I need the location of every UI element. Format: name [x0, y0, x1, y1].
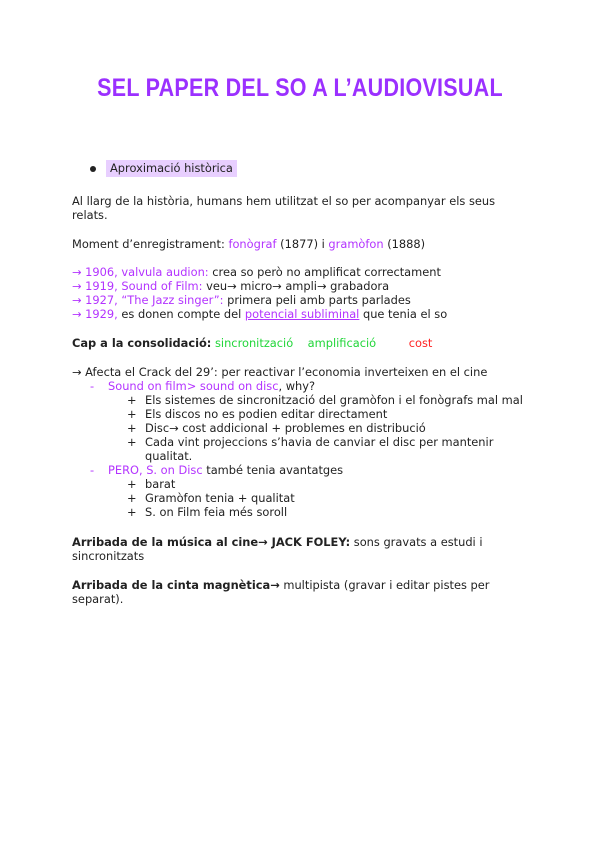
music-line-2: sincronitzats [72, 549, 145, 563]
list-item: Els discos no es podien editar directament [145, 407, 388, 421]
sub2-lead: PERO, S. on Disc [108, 463, 203, 477]
tape-text: multipista (gravar i editar pistes per [279, 578, 490, 592]
gramophone-year: (1888) [383, 237, 426, 251]
music-heading: Arribada de la música al cine→ JACK FOLEY: [72, 535, 351, 549]
timeline-1919 [72, 279, 389, 293]
sub1-lead: Sound on film> sound on disc [108, 379, 279, 393]
subliminal-term: potencial subliminal [244, 307, 360, 321]
plus-bullet-icon: + [127, 393, 137, 407]
timeline-text: crea so però no amplificat correctament [208, 265, 441, 279]
timeline-text: que tenia el so [359, 307, 448, 321]
plus-bullet-icon: + [127, 505, 137, 519]
music-text: sons gravats a estudi i [350, 535, 483, 549]
plus-bullet-icon: + [127, 491, 137, 505]
consolidation-label: Cap a la consolidació: [72, 336, 212, 350]
timeline-1927 [72, 293, 411, 307]
phonograph-year: (1877) i [276, 237, 329, 251]
list-item: Cada vint projeccions s’havia de canviar el disc per mantenir [145, 435, 494, 449]
timeline-lead: → 1929, [72, 307, 118, 321]
timeline-lead: → 1919, Sound of Film: [72, 279, 203, 293]
intro-line-2: relats. [72, 208, 108, 222]
plus-bullet-icon: + [127, 477, 137, 491]
amp-term: amplificació [307, 336, 377, 350]
cost-term: cost [408, 336, 433, 350]
timeline-text: es donen compte del [117, 307, 245, 321]
recording-prefix: Moment d’enregistrament: [72, 237, 229, 251]
tape-line-2: separat). [72, 592, 124, 606]
sub2-rest: també tenia avantatges [202, 463, 344, 477]
plus-bullet-icon: + [127, 435, 137, 449]
page-title: SEL PAPER DEL SO A L’AUDIOVISUAL [97, 74, 503, 102]
list-item-continuation: qualitat. [145, 449, 193, 463]
dash-marker: - [90, 379, 95, 393]
timeline-text: primera peli amb parts parlades [223, 293, 411, 307]
disc-bullet-icon [90, 166, 96, 172]
gramophone-term: gramòfon [328, 237, 384, 251]
section-heading-text: Aproximació històrica [106, 160, 237, 177]
list-item: S. on Film feia més soroll [145, 505, 288, 519]
list-item: barat [145, 477, 176, 491]
list-item: Disc→ cost addicional + problemes en distribució [145, 421, 426, 435]
tape-line-1 [72, 578, 489, 592]
timeline-lead: → 1906, valvula audion: [72, 265, 209, 279]
section-heading [90, 161, 237, 175]
list-item: Els sistemes de sincronització del gramòfon i el fonògrafs mal mal [145, 393, 523, 407]
intro-line-1: Al llarg de la història, humans hem utilitzat el so per acompanyar els seus [72, 194, 496, 208]
dash-marker: - [90, 463, 95, 477]
sub1-rest: , why? [278, 379, 316, 393]
timeline-1929 [72, 307, 447, 321]
timeline-1906 [72, 265, 441, 279]
tape-heading: Arribada de la cinta magnètica→ [72, 578, 280, 592]
timeline-lead: → 1927, “The Jazz singer”: [72, 293, 224, 307]
list-item: Gramòfon tenia + qualitat [145, 491, 295, 505]
sub1-line [90, 379, 315, 393]
phonograph-term: fonògraf [228, 237, 277, 251]
consolidation-line [72, 336, 432, 350]
plus-bullet-icon: + [127, 421, 137, 435]
music-line-1 [72, 535, 483, 549]
timeline-text: veu→ micro→ ampli→ grabadora [202, 279, 390, 293]
plus-bullet-icon: + [127, 407, 137, 421]
sync-term: sincronització [214, 336, 294, 350]
recording-line [72, 237, 425, 251]
crack-line: → Afecta el Crack del 29’: per reactivar l’economia inverteixen en el cine [72, 365, 488, 379]
sub2-line [90, 463, 343, 477]
